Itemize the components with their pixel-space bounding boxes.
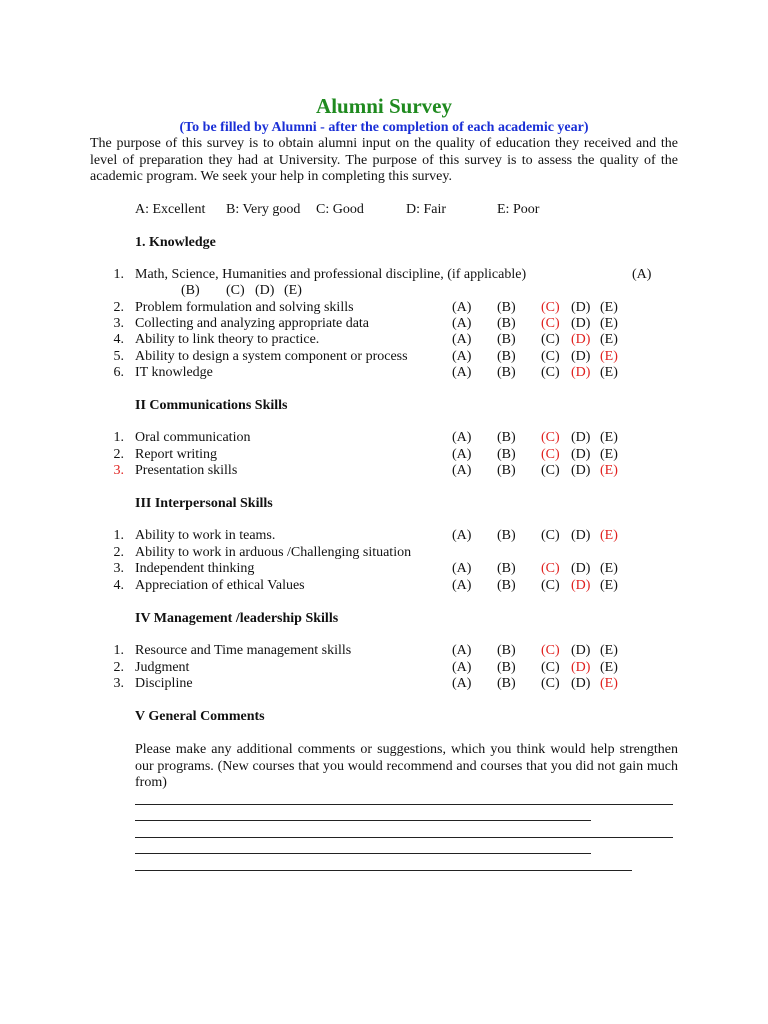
question-text: Discipline	[135, 676, 193, 691]
option-d[interactable]: (D)	[571, 528, 591, 543]
question-number: 1.	[113, 267, 124, 282]
option-d[interactable]: (D)	[255, 283, 275, 298]
comment-line[interactable]	[135, 853, 591, 854]
question-text: Ability to design a system component or process	[135, 349, 408, 364]
section-heading-communications: II Communications Skills	[135, 398, 288, 413]
option-b[interactable]: (B)	[497, 528, 516, 543]
question-text: Appreciation of ethical Values	[135, 578, 305, 593]
section-heading-management: IV Management /leadership Skills	[135, 611, 339, 626]
option-e[interactable]: (E)	[600, 300, 618, 315]
question-row	[0, 545, 768, 562]
question-row	[0, 528, 768, 545]
option-a[interactable]: (A)	[452, 300, 472, 315]
option-c-marked[interactable]: (C)	[541, 561, 560, 576]
option-e-marked[interactable]: (E)	[600, 676, 618, 691]
question-row	[0, 267, 768, 284]
option-d[interactable]: (D)	[571, 300, 591, 315]
option-b[interactable]: (B)	[497, 300, 516, 315]
question-number: 1.	[113, 643, 124, 658]
option-a[interactable]: (A)	[452, 528, 472, 543]
option-c[interactable]: (C)	[541, 660, 560, 675]
option-e-marked[interactable]: (E)	[600, 349, 618, 364]
option-d-marked[interactable]: (D)	[571, 332, 591, 347]
option-c[interactable]: (C)	[541, 578, 560, 593]
option-e[interactable]: (E)	[600, 561, 618, 576]
comments-prompt: Please make any additional comments or suggestions, which you think would help strengthen our programs. (New courses that you would recommend and courses that you did not gain much from)	[135, 742, 678, 790]
option-b[interactable]: (B)	[497, 561, 516, 576]
option-b[interactable]: (B)	[497, 430, 516, 445]
option-c-marked[interactable]: (C)	[541, 316, 560, 331]
legend-b: B: Very good	[226, 202, 301, 217]
option-c[interactable]: (C)	[541, 676, 560, 691]
option-d[interactable]: (D)	[571, 463, 591, 478]
question-number: 2.	[113, 300, 124, 315]
question-row-continued	[0, 283, 768, 300]
option-e[interactable]: (E)	[284, 283, 302, 298]
option-d[interactable]: (D)	[571, 430, 591, 445]
option-b[interactable]: (B)	[181, 283, 200, 298]
option-d[interactable]: (D)	[571, 447, 591, 462]
option-a[interactable]: (A)	[452, 430, 472, 445]
option-d-marked[interactable]: (D)	[571, 660, 591, 675]
option-a[interactable]: (A)	[452, 660, 472, 675]
question-row	[0, 430, 768, 447]
option-e[interactable]: (E)	[600, 332, 618, 347]
intro-paragraph: The purpose of this survey is to obtain alumni input on the quality of education they received and the level of preparation they had at University. The purpose of this survey is to assess the quality of the academic program. We seek your help in completing this survey.	[90, 136, 678, 184]
option-e[interactable]: (E)	[600, 447, 618, 462]
rating-legend	[135, 202, 695, 219]
question-text: Problem formulation and solving skills	[135, 300, 354, 315]
option-c[interactable]: (C)	[226, 283, 245, 298]
option-a[interactable]: (A)	[452, 365, 472, 380]
option-b[interactable]: (B)	[497, 578, 516, 593]
question-text: Judgment	[135, 660, 190, 675]
option-a[interactable]: (A)	[452, 561, 472, 576]
question-text: Resource and Time management skills	[135, 643, 352, 658]
question-row	[0, 676, 768, 693]
question-row	[0, 316, 768, 333]
section-heading-general: V General Comments	[135, 709, 265, 724]
question-row	[0, 660, 768, 677]
option-b[interactable]: (B)	[497, 316, 516, 331]
question-text: Ability to work in teams.	[135, 528, 276, 543]
option-b[interactable]: (B)	[497, 447, 516, 462]
question-row	[0, 365, 768, 382]
option-c[interactable]: (C)	[541, 349, 560, 364]
option-b[interactable]: (B)	[497, 332, 516, 347]
option-e[interactable]: (E)	[600, 643, 618, 658]
option-a[interactable]: (A)	[452, 316, 472, 331]
question-row	[0, 463, 768, 480]
question-text: Oral communication	[135, 430, 251, 445]
option-e[interactable]: (E)	[600, 365, 618, 380]
comment-line[interactable]	[135, 837, 673, 838]
question-text: Presentation skills	[135, 463, 238, 478]
question-text: Independent thinking	[135, 561, 255, 576]
option-c[interactable]: (C)	[541, 528, 560, 543]
option-e[interactable]: (E)	[600, 316, 618, 331]
option-e-marked[interactable]: (E)	[600, 463, 618, 478]
option-e[interactable]: (E)	[600, 578, 618, 593]
question-text: Report writing	[135, 447, 218, 462]
legend-c: C: Good	[316, 202, 364, 217]
question-text: Collecting and analyzing appropriate data	[135, 316, 370, 331]
option-a[interactable]: (A)	[452, 447, 472, 462]
option-a[interactable]: (A)	[632, 267, 652, 282]
option-e[interactable]: (E)	[600, 430, 618, 445]
page-subtitle: (To be filled by Alumni - after the completion of each academic year)	[179, 120, 589, 135]
option-a[interactable]: (A)	[452, 643, 472, 658]
option-d-marked[interactable]: (D)	[571, 578, 591, 593]
question-number: 6.	[113, 365, 124, 380]
option-d[interactable]: (D)	[571, 676, 591, 691]
option-c[interactable]: (C)	[541, 365, 560, 380]
question-row	[0, 578, 768, 595]
question-number: 2.	[113, 447, 124, 462]
question-number: 2.	[113, 660, 124, 675]
option-b[interactable]: (B)	[497, 660, 516, 675]
comment-line[interactable]	[135, 820, 591, 821]
section-heading-interpersonal: III Interpersonal Skills	[135, 496, 273, 511]
option-c-marked[interactable]: (C)	[541, 447, 560, 462]
option-b[interactable]: (B)	[497, 463, 516, 478]
question-text: Math, Science, Humanities and professional discipline, (if applicable)	[135, 267, 527, 282]
option-c[interactable]: (C)	[541, 332, 560, 347]
page-title: Alumni Survey	[316, 94, 452, 118]
comment-line[interactable]	[135, 804, 673, 805]
question-number: 1.	[113, 430, 124, 445]
option-d[interactable]: (D)	[571, 349, 591, 364]
option-b[interactable]: (B)	[497, 365, 516, 380]
option-c-marked[interactable]: (C)	[541, 300, 560, 315]
comment-line[interactable]	[135, 870, 632, 871]
option-a[interactable]: (A)	[452, 332, 472, 347]
question-row	[0, 447, 768, 464]
option-a[interactable]: (A)	[452, 676, 472, 691]
question-number: 4.	[113, 332, 124, 347]
legend-e: E: Poor	[497, 202, 540, 217]
question-number: 3.	[113, 561, 124, 576]
question-row	[0, 300, 768, 317]
option-d-marked[interactable]: (D)	[571, 365, 591, 380]
option-e-marked[interactable]: (E)	[600, 528, 618, 543]
question-number: 3.	[113, 463, 124, 478]
option-b[interactable]: (B)	[497, 643, 516, 658]
option-b[interactable]: (B)	[497, 676, 516, 691]
option-d[interactable]: (D)	[571, 561, 591, 576]
option-d[interactable]: (D)	[571, 643, 591, 658]
option-c-marked[interactable]: (C)	[541, 430, 560, 445]
question-number: 1.	[113, 528, 124, 543]
question-text: Ability to link theory to practice.	[135, 332, 320, 347]
question-text: IT knowledge	[135, 365, 213, 380]
legend-d: D: Fair	[406, 202, 447, 217]
question-row	[0, 349, 768, 366]
option-a[interactable]: (A)	[452, 349, 472, 364]
question-row	[0, 561, 768, 578]
legend-a: A: Excellent	[135, 202, 206, 217]
option-a[interactable]: (A)	[452, 463, 472, 478]
option-c-marked[interactable]: (C)	[541, 643, 560, 658]
section-heading-knowledge: 1. Knowledge	[135, 235, 216, 250]
option-d[interactable]: (D)	[571, 316, 591, 331]
question-number: 5.	[113, 349, 124, 364]
option-c[interactable]: (C)	[541, 463, 560, 478]
question-text: Ability to work in arduous /Challenging situation	[135, 545, 412, 560]
question-number: 3.	[113, 316, 124, 331]
question-number: 3.	[113, 676, 124, 691]
question-row	[0, 643, 768, 660]
option-e[interactable]: (E)	[600, 660, 618, 675]
option-a[interactable]: (A)	[452, 578, 472, 593]
question-number: 2.	[113, 545, 124, 560]
option-b[interactable]: (B)	[497, 349, 516, 364]
question-row	[0, 332, 768, 349]
question-number: 4.	[113, 578, 124, 593]
